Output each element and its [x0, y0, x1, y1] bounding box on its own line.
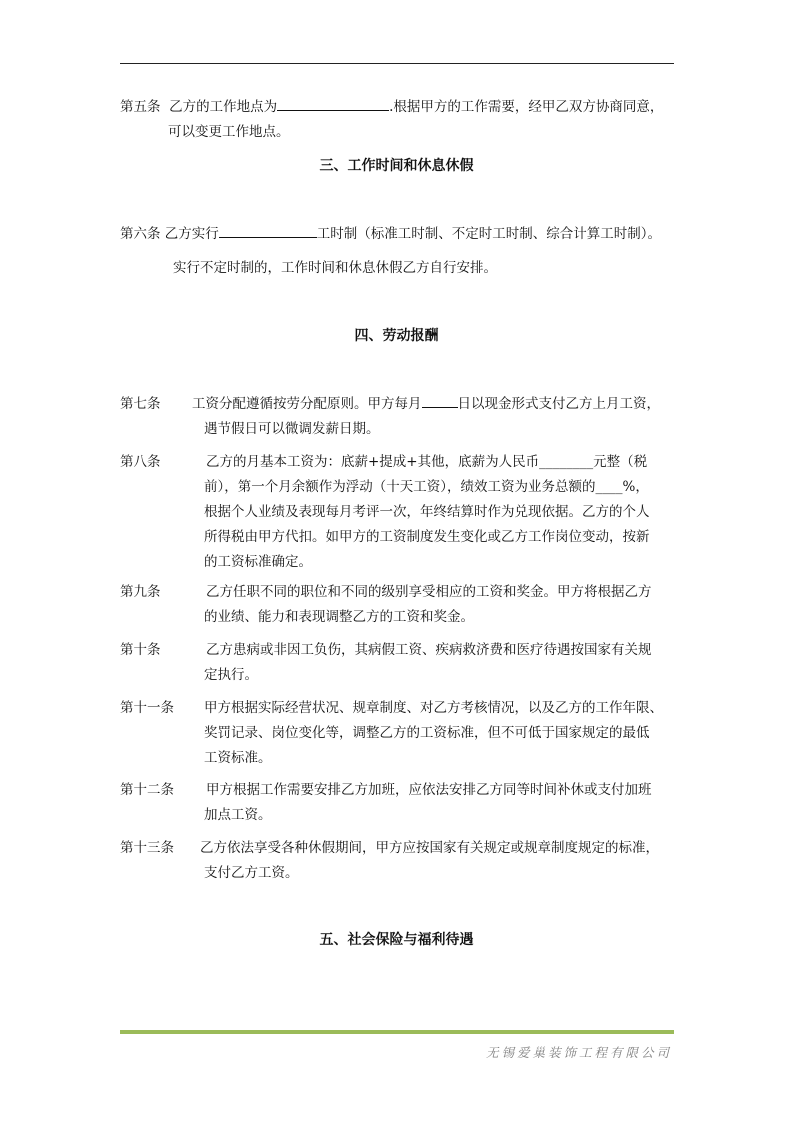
article-text: 定执行。: [204, 667, 258, 683]
article-text: 乙方患病或非因工负伤，其病假工资、疾病救济费和医疗待遇按国家有关规: [206, 642, 652, 658]
article-text: 乙方任职不同的职位和不同的级别享受相应的工资和奖金。甲方将根据乙方: [206, 584, 652, 600]
article-12: [120, 778, 690, 828]
article-text: 前），第一个月余额作为浮动（十天工资），绩效工资为业务总额的____%，: [204, 479, 649, 495]
article-text: 的业绩、能力和表现调整乙方的工资和奖金。: [204, 609, 474, 625]
article-5: [120, 95, 690, 145]
article-8: [120, 450, 690, 575]
blank-work-location: [277, 95, 389, 111]
footer-rule: [120, 1030, 674, 1034]
article-text: 乙方依法享受各种休假期间，甲方应按国家有关规定或规章制度规定的标准，: [200, 840, 659, 856]
article-text: 根据个人业绩及表现每月考评一次，年终结算时作为兑现依据。乙方的个人: [204, 504, 650, 520]
article-11: [120, 696, 690, 771]
article-number: 第七条: [120, 396, 161, 412]
article-number: 第十条: [120, 642, 161, 658]
header-rule: [120, 63, 674, 64]
article-text: 甲方根据工作需要安排乙方加班，应依法安排乙方同等时间补休或支付加班: [206, 782, 652, 798]
article-10: [120, 638, 690, 688]
blank-work-hours-type: [219, 222, 317, 238]
article-text: 的工资标准确定。: [204, 554, 312, 570]
article-6: [120, 222, 690, 247]
article-9: [120, 580, 690, 630]
article-number: 第八条: [120, 454, 161, 470]
article-text: 乙方的工作地点为: [169, 99, 278, 115]
article-number: 第十一条: [120, 700, 174, 716]
article-number: 第五条: [120, 99, 161, 115]
article-number: 第十三条: [120, 840, 174, 856]
article-text: 乙方实行: [164, 226, 219, 242]
article-text: 可以变更工作地点。: [168, 124, 290, 140]
section-heading: 五、社会保险与福利待遇: [319, 932, 474, 948]
article-text: 甲方根据实际经营状况、规章制度、对乙方考核情况，以及乙方的工作年限、: [204, 700, 663, 716]
article-number: 第六条: [120, 226, 161, 242]
article-text: 工时制（标准工时制、不定时工时制、综合计算工时制）。: [316, 226, 662, 242]
article-13: [120, 836, 690, 886]
article-text: 加点工资。: [204, 807, 272, 823]
section-heading: 三、工作时间和休息休假: [319, 158, 474, 174]
article-text: .根据甲方的工作需要，经甲乙双方协商同意，: [389, 99, 664, 115]
section-heading: 四、劳动报酬: [354, 328, 439, 344]
blank-pay-day: [422, 392, 458, 408]
article-7: [120, 392, 690, 442]
article-text: 奖罚记录、岗位变化等，调整乙方的工资标准，但不可低于国家规定的最低: [204, 725, 650, 741]
article-number: 第九条: [120, 584, 161, 600]
footer-company-name: 无锡爱巢装饰工程有限公司: [485, 1045, 672, 1060]
article-text: 所得税由甲方代扣。如甲方的工资制度发生变化或乙方工作岗位变动，按新: [204, 529, 650, 545]
article-text: 实行不定时制的，工作时间和休息休假乙方自行安排。: [173, 260, 497, 276]
article-text: 日以现金形式支付乙方上月工资，: [457, 396, 660, 412]
article-text: 遇节假日可以微调发薪日期。: [204, 421, 380, 437]
article-text: 乙方的月基本工资为：底薪+提成+其他，底薪为人民币________元整（税: [206, 454, 648, 470]
article-text: 工资标准。: [204, 750, 272, 766]
article-text: 支付乙方工资。: [204, 865, 299, 881]
article-6-note: [173, 256, 743, 281]
article-number: 第十二条: [120, 782, 174, 798]
article-text: 工资分配遵循按劳分配原则。甲方每月: [192, 396, 422, 412]
